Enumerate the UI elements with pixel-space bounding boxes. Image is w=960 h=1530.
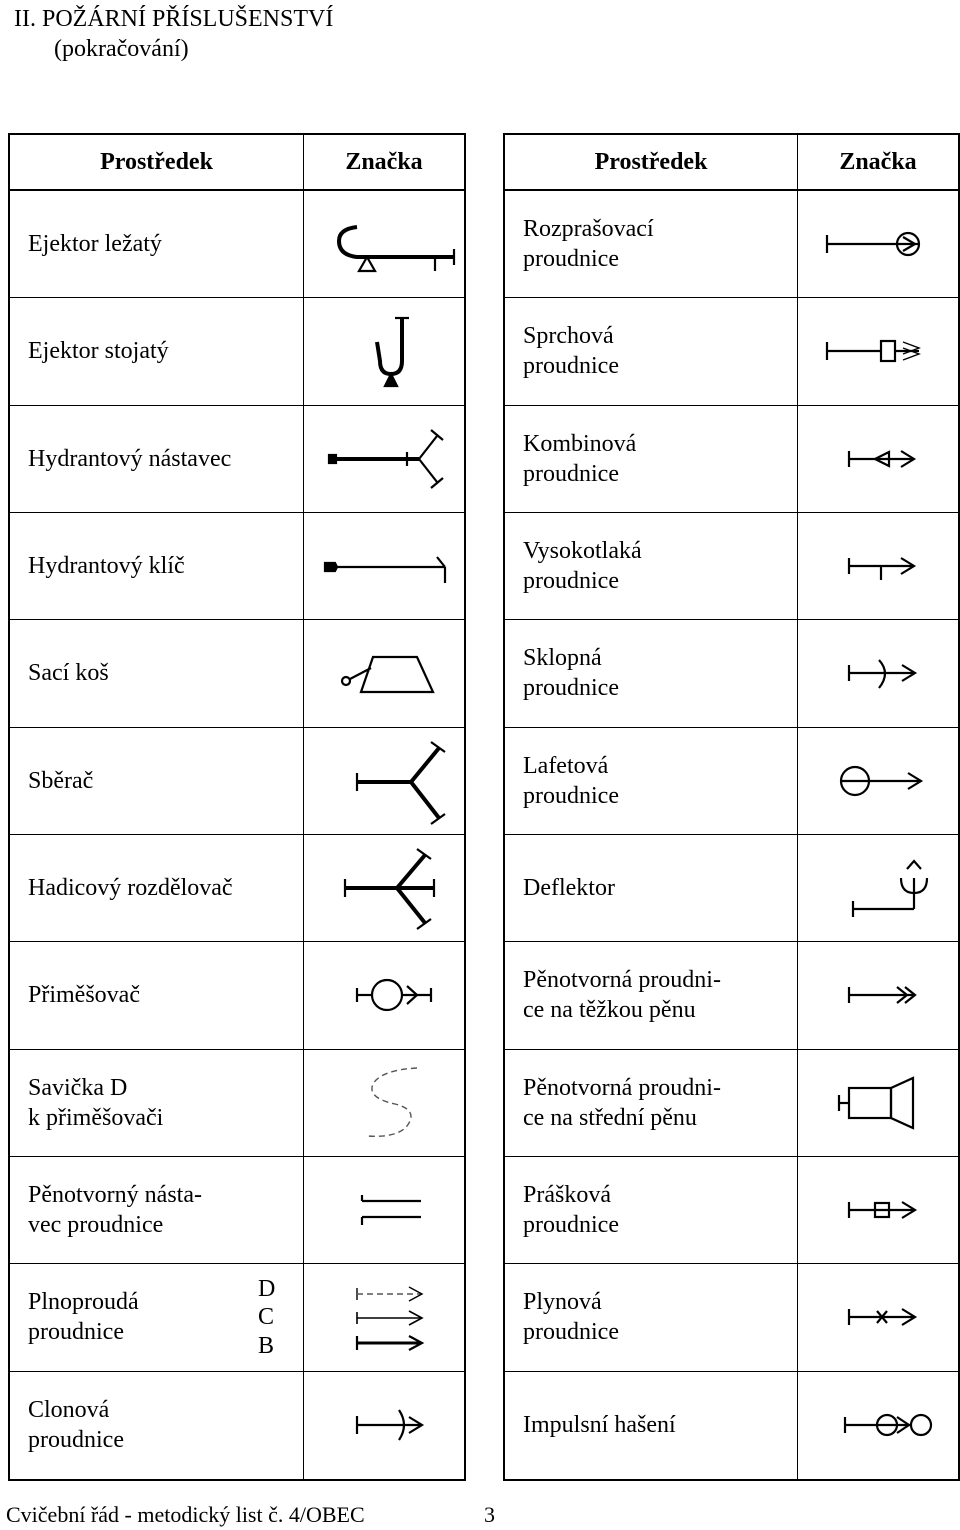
suction-strainer-symbol xyxy=(309,628,459,718)
left-row-symbol xyxy=(304,1157,464,1264)
hydrant-attachment-symbol xyxy=(309,414,459,504)
footer-text: Cvičební řád - metodický list č. 4/OBEC xyxy=(6,1502,365,1527)
page-title: II. POŽÁRNÍ PŘÍSLUŠENSTVÍ xyxy=(14,6,334,32)
full-stream-nozzle-symbol xyxy=(309,1272,459,1362)
left-row-symbol xyxy=(304,942,464,1049)
right-row-symbol xyxy=(798,191,958,298)
left-row-name: Sběrač xyxy=(10,728,304,835)
combination-nozzle-symbol xyxy=(803,414,953,504)
tilting-nozzle-symbol xyxy=(803,628,953,718)
left-row-name: Pěnotvorný násta- vec proudnice xyxy=(10,1157,304,1264)
header-symbol: Značka xyxy=(798,135,958,191)
header-device: Prostředek xyxy=(10,135,304,191)
size-letters xyxy=(258,1274,275,1360)
left-row-symbol xyxy=(304,406,464,513)
right-row-name: Pěnotvorná proudni- ce na střední pěnu xyxy=(505,1050,798,1157)
left-row-symbol xyxy=(304,835,464,942)
left-row-symbol xyxy=(304,1372,464,1479)
right-row-name: Sprchová proudnice xyxy=(505,298,798,405)
monitor-nozzle-symbol xyxy=(803,736,953,826)
left-row-name: Ejektor ležatý xyxy=(10,191,304,298)
right-row-symbol xyxy=(798,1264,958,1371)
curtain-nozzle-symbol xyxy=(309,1380,459,1470)
size-letter: D xyxy=(258,1275,276,1302)
right-row-symbol xyxy=(798,513,958,620)
page-number: 3 xyxy=(484,1502,495,1527)
right-row-name: Impulsní hašení xyxy=(505,1372,798,1479)
left-symbol-table xyxy=(8,133,466,1481)
right-row-name: Deflektor xyxy=(505,835,798,942)
left-row-name: Hadicový rozdělovač xyxy=(10,835,304,942)
left-row-name: Hydrantový klíč xyxy=(10,513,304,620)
right-row-name: Prášková proudnice xyxy=(505,1157,798,1264)
size-letter: B xyxy=(258,1333,275,1360)
left-row-name: Hydrantový nástavec xyxy=(10,406,304,513)
right-symbol-table xyxy=(503,133,960,1481)
right-row-name: Sklopná proudnice xyxy=(505,620,798,727)
header-device: Prostředek xyxy=(505,135,798,191)
right-row-symbol xyxy=(798,1050,958,1157)
ejector-standing-symbol xyxy=(309,306,459,396)
heavy-foam-nozzle-symbol xyxy=(803,950,953,1040)
left-row-name: Sací koš xyxy=(10,620,304,727)
right-row-symbol xyxy=(798,1372,958,1479)
mixer-symbol xyxy=(309,950,459,1040)
right-row-symbol xyxy=(798,620,958,727)
right-row-symbol xyxy=(798,1157,958,1264)
hydrant-key-symbol xyxy=(309,521,459,611)
right-row-symbol xyxy=(798,406,958,513)
shower-nozzle-symbol xyxy=(803,306,953,396)
size-letter: C xyxy=(258,1304,275,1331)
gas-nozzle-symbol xyxy=(803,1272,953,1362)
page-subtitle: (pokračování) xyxy=(54,36,189,62)
left-row-symbol xyxy=(304,191,464,298)
right-row-name: Lafetová proudnice xyxy=(505,728,798,835)
foam-attachment-symbol xyxy=(309,1165,459,1255)
left-row-symbol xyxy=(304,513,464,620)
powder-nozzle-symbol xyxy=(803,1165,953,1255)
right-row-name: Kombinová proudnice xyxy=(505,406,798,513)
medium-foam-nozzle-symbol xyxy=(803,1058,953,1148)
left-row-name: Clonová proudnice xyxy=(10,1372,304,1479)
page-heading xyxy=(14,4,333,64)
ejector-lying-symbol xyxy=(309,199,459,289)
deflector-symbol xyxy=(803,843,953,933)
spray-nozzle-symbol xyxy=(803,199,953,289)
right-row-name: Vysokotlaká proudnice xyxy=(505,513,798,620)
left-row-symbol xyxy=(304,728,464,835)
right-row-name: Pěnotvorná proudni- ce na těžkou pěnu xyxy=(505,942,798,1049)
high-pressure-nozzle-symbol xyxy=(803,521,953,611)
header-symbol: Značka xyxy=(304,135,464,191)
right-row-symbol xyxy=(798,298,958,405)
left-row-symbol xyxy=(304,620,464,727)
suction-hose-symbol xyxy=(309,1058,459,1148)
left-row-name: Přiměšovač xyxy=(10,942,304,1049)
left-row-name: Ejektor stojatý xyxy=(10,298,304,405)
hose-divider-symbol xyxy=(309,843,459,933)
right-row-symbol xyxy=(798,942,958,1049)
right-row-name: Plynová proudnice xyxy=(505,1264,798,1371)
collector-symbol xyxy=(309,736,459,826)
right-row-symbol xyxy=(798,728,958,835)
right-row-name: Rozprašovací proudnice xyxy=(505,191,798,298)
impulse-extinguishing-symbol xyxy=(803,1380,953,1470)
left-row-name: Savička D k přiměšovači xyxy=(10,1050,304,1157)
left-row-symbol xyxy=(304,298,464,405)
right-row-symbol xyxy=(798,835,958,942)
left-row-name: Plnoproudá proudnice xyxy=(10,1264,304,1371)
left-row-symbol xyxy=(258,1264,464,1371)
left-row-symbol xyxy=(304,1050,464,1157)
